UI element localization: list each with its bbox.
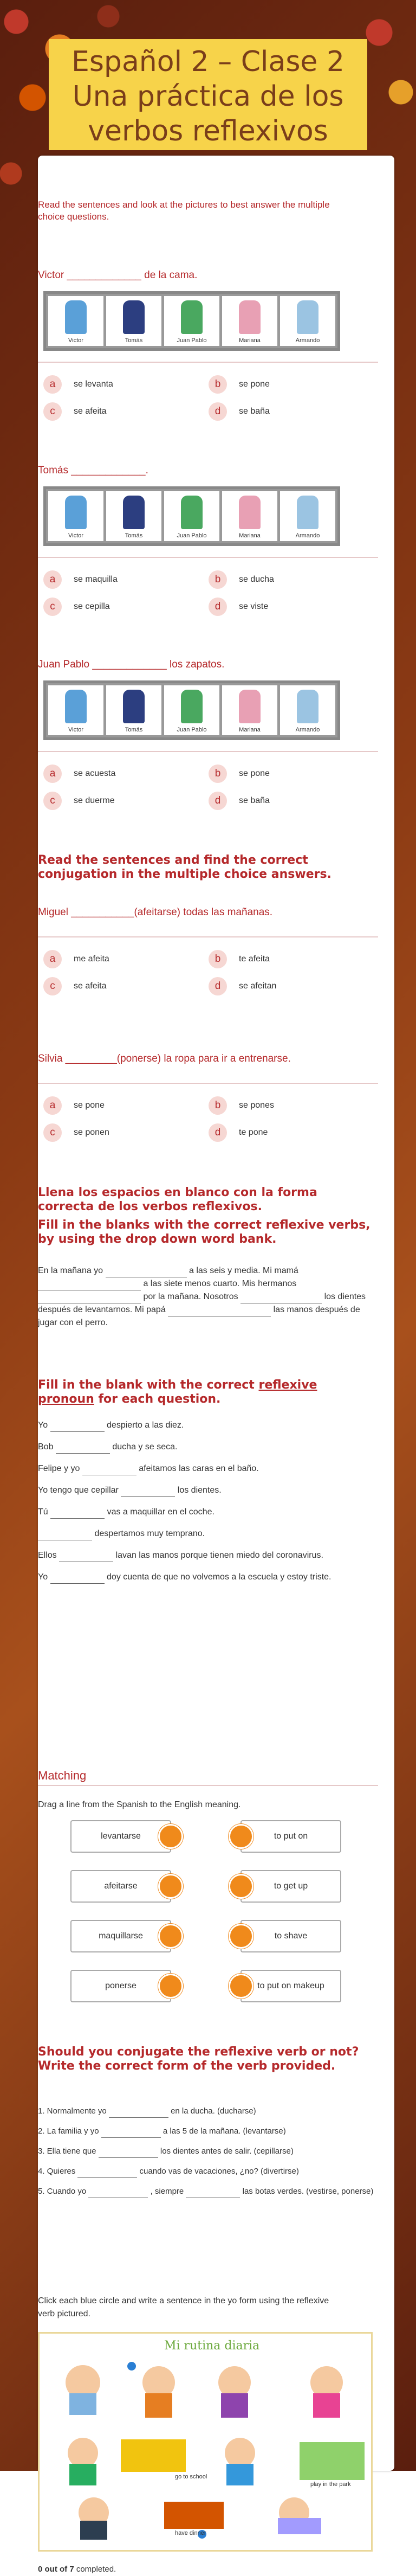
dropdown-blank[interactable] — [240, 1295, 322, 1303]
option-letter-badge: b — [209, 950, 227, 968]
line-prefix: 1. Normalmente yo — [38, 2106, 107, 2116]
option-c[interactable] — [43, 792, 115, 810]
option-text: se baña — [239, 407, 270, 416]
picture-card — [222, 491, 277, 541]
option-text: se afeitan — [239, 981, 277, 991]
para-text: por la mañana. Nosotros — [143, 1292, 238, 1301]
option-a[interactable] — [43, 570, 118, 589]
match-drop-handle[interactable] — [229, 1974, 253, 1999]
option-d[interactable] — [209, 402, 270, 421]
line-prefix: 4. Quieres — [38, 2167, 76, 2176]
line-rest: , siempre — [150, 2187, 184, 2196]
picture-card — [164, 685, 219, 735]
para-text: las manos después de jugar con el perro. — [38, 1305, 360, 1327]
pronoun-blank[interactable] — [50, 1575, 105, 1584]
picture-caption: Victor — [68, 337, 83, 344]
option-c[interactable] — [43, 598, 110, 616]
option-d[interactable] — [209, 598, 268, 616]
person-figure — [65, 690, 87, 723]
picture-caption: Tomás — [125, 337, 143, 344]
dropdown-blank[interactable] — [38, 1295, 141, 1303]
question-prompt: Miguel ___________(afeitarse) todas las mañanas. — [38, 907, 273, 918]
dropdown-blank[interactable] — [38, 1282, 141, 1290]
para-text: a las siete menos cuarto. Mis hermanos — [143, 1279, 297, 1288]
person-figure — [181, 690, 203, 723]
person-figure — [123, 690, 145, 723]
picture-card — [106, 296, 161, 346]
fill-blank-line — [38, 1506, 385, 1519]
picture-card — [48, 685, 103, 735]
option-letter-badge: a — [43, 375, 62, 394]
para-text: a las seis y media. Mi mamá — [188, 1266, 298, 1275]
option-a[interactable] — [43, 1096, 105, 1115]
answer-blank[interactable] — [109, 2109, 168, 2118]
person-figure — [181, 496, 203, 529]
answer-blank[interactable] — [88, 2189, 148, 2198]
line-prefix: 3. Ella tiene que — [38, 2147, 96, 2156]
person-figure — [181, 300, 203, 334]
option-text: se cepilla — [74, 602, 110, 611]
title-line-3: verbos reflexivos — [88, 115, 328, 147]
picture-card — [48, 296, 103, 346]
line-subject: Yo — [38, 1421, 48, 1430]
picture-caption: Victor — [68, 532, 83, 539]
option-c[interactable] — [43, 977, 106, 995]
picture-caption: Armando — [295, 337, 320, 344]
option-text: se pone — [239, 769, 270, 778]
person-figure — [239, 496, 261, 529]
option-letter-badge: a — [43, 765, 62, 783]
option-d[interactable] — [209, 977, 276, 995]
picture-card — [48, 491, 103, 541]
option-text: se pones — [239, 1101, 274, 1110]
match-drag-handle[interactable] — [158, 1974, 183, 1999]
heading-text: Fill in the blank with the correct — [38, 1378, 259, 1392]
line-rest: las botas verdes. (vestirse, ponerse) — [242, 2187, 374, 2196]
picture-caption: Mariana — [239, 532, 261, 539]
pronoun-blank[interactable] — [50, 1510, 105, 1519]
line-subject: Ellos — [38, 1551, 57, 1560]
option-c[interactable] — [43, 402, 106, 421]
picture-caption: Mariana — [239, 727, 261, 733]
option-letter-badge: d — [209, 1123, 227, 1142]
fill-blank-line — [38, 1549, 385, 1562]
picture-card — [164, 296, 219, 346]
divider — [38, 362, 378, 363]
conjugate-line — [38, 2185, 374, 2198]
option-d[interactable] — [209, 1123, 268, 1142]
pronoun-blank[interactable] — [82, 1467, 136, 1475]
picture-caption: Juan Pablo — [177, 337, 207, 344]
picture-caption: Juan Pablo — [177, 727, 207, 733]
pronoun-blank[interactable] — [50, 1423, 105, 1432]
option-text: se afeita — [74, 407, 107, 416]
person-figure — [65, 496, 87, 529]
picture-card — [280, 685, 335, 735]
question-prompt: Tomás _____________. — [38, 465, 148, 476]
section7-instructions: Click each blue circle and write a sentence in the yo form using the reflexive verb pictured. — [38, 2296, 329, 2318]
fill-blank-line — [38, 1462, 385, 1475]
person-figure — [65, 300, 87, 334]
option-text: te pone — [239, 1128, 268, 1137]
section6-heading: Should you conjugate the reflexive verb or not? Write the correct form of the verb provided. — [38, 2045, 359, 2073]
match-english-item: to put on — [240, 1820, 341, 1853]
option-letter-badge: c — [43, 977, 62, 995]
line-subject: Felipe y yo — [38, 1464, 80, 1473]
person-figure — [297, 496, 318, 529]
picture-card — [106, 685, 161, 735]
option-b[interactable] — [209, 375, 270, 394]
picture-caption: Victor — [68, 727, 83, 733]
person-figure — [239, 690, 261, 723]
section2-instructions: Read the sentences and find the correct conjugation in the multiple choice answers. — [38, 853, 332, 881]
option-b[interactable] — [209, 570, 274, 589]
option-text: se duerme — [74, 796, 115, 805]
line-prefix: 2. La familia y yo — [38, 2127, 99, 2136]
fill-blank-line — [38, 1527, 385, 1540]
line-subject: Yo — [38, 1572, 48, 1582]
match-english-item: to put on makeup — [240, 1970, 341, 2002]
completed-count: 0 out of 7 — [38, 2565, 74, 2574]
pronoun-blank[interactable] — [121, 1488, 175, 1497]
option-letter-badge: c — [43, 1123, 62, 1142]
divider — [38, 936, 378, 937]
option-text: se levanta — [74, 380, 113, 389]
match-english-item: to shave — [240, 1920, 341, 1952]
answer-blank[interactable] — [101, 2129, 161, 2138]
line-rest: doy cuenta de que no volvemos a la escuela y estoy triste. — [107, 1572, 332, 1582]
matching-instructions: Drag a line from the Spanish to the English meaning. — [38, 1800, 241, 1809]
picture-card — [164, 491, 219, 541]
option-text: se afeita — [74, 981, 107, 991]
match-drag-handle[interactable] — [158, 1874, 183, 1899]
question-prompt: Juan Pablo _____________ los zapatos. — [38, 659, 225, 670]
divider — [38, 1785, 378, 1786]
picture-caption: Armando — [295, 532, 320, 539]
divider — [38, 557, 378, 558]
option-letter-badge: b — [209, 765, 227, 783]
option-letter-badge: d — [209, 402, 227, 421]
option-text: se acuesta — [74, 769, 116, 778]
line-prefix: 5. Cuando yo — [38, 2187, 87, 2196]
picture-card — [106, 491, 161, 541]
option-b[interactable] — [209, 950, 270, 968]
option-a[interactable] — [43, 950, 109, 968]
para-text: En la mañana yo — [38, 1266, 103, 1275]
line-rest: despierto a las diez. — [107, 1421, 184, 1430]
label-have-dinner: have dinner — [175, 2530, 206, 2536]
person-figure — [239, 300, 261, 334]
illustration-title: Mi rutina diaria — [164, 2339, 260, 2353]
line-rest: lavan las manos porque tienen miedo del coronavirus. — [115, 1551, 323, 1560]
option-letter-badge: d — [209, 598, 227, 616]
picture-card — [222, 685, 277, 735]
line-rest: afeitamos las caras en el baño. — [139, 1464, 259, 1473]
divider — [38, 751, 378, 752]
pronoun-blank[interactable] — [38, 1532, 92, 1540]
option-letter-badge: c — [43, 792, 62, 810]
picture-card — [280, 296, 335, 346]
option-letter-badge: c — [43, 598, 62, 616]
question-prompt: Victor _____________ de la cama. — [38, 269, 198, 281]
line-rest: a las 5 de la mañana. (levantarse) — [162, 2127, 286, 2136]
answer-blank[interactable] — [186, 2189, 240, 2198]
option-d[interactable] — [209, 792, 270, 810]
heading-text: for each question. — [94, 1392, 221, 1406]
person-figure — [297, 300, 318, 334]
title-line-2: Una práctica de los — [72, 80, 344, 113]
option-letter-badge: d — [209, 977, 227, 995]
line-rest: ducha y se seca. — [112, 1442, 178, 1451]
match-spanish-item: maquillarse — [70, 1920, 171, 1952]
line-rest: en la ducha. (ducharse) — [171, 2106, 256, 2116]
section1-instructions: Read the sentences and look at the pictures to best answer the multiple choice questions. — [38, 200, 330, 222]
fill-blank-line — [38, 1419, 385, 1432]
answer-blank[interactable] — [77, 2169, 137, 2178]
option-letter-badge: d — [209, 792, 227, 810]
completion-status — [38, 2563, 116, 2576]
option-letter-badge: b — [209, 570, 227, 589]
answer-blank[interactable] — [99, 2149, 158, 2158]
picture-caption: Tomás — [125, 532, 143, 539]
title-banner — [49, 39, 367, 150]
option-text: se pone — [239, 380, 270, 389]
person-figure — [123, 300, 145, 334]
matching-heading: Matching — [38, 1769, 87, 1782]
divider — [38, 1083, 378, 1084]
match-spanish-item: levantarse — [70, 1820, 171, 1853]
option-a[interactable] — [43, 375, 113, 394]
line-subject: Tú — [38, 1507, 48, 1517]
section3-paragraph — [38, 1264, 379, 1329]
conjugate-line — [38, 2165, 374, 2178]
pronoun-blank[interactable] — [56, 1445, 110, 1454]
picture-caption: Mariana — [239, 337, 261, 344]
worksheet-card — [38, 156, 394, 2574]
conjugate-line — [38, 2145, 374, 2158]
option-b[interactable] — [209, 765, 270, 783]
line-rest: cuando vas de vacaciones, ¿no? (divertirse) — [139, 2167, 299, 2176]
option-letter-badge: a — [43, 1096, 62, 1115]
title-line-1: Español 2 – Clase 2 — [71, 46, 345, 78]
match-spanish-item: afeitarse — [70, 1870, 171, 1903]
match-drop-handle[interactable] — [229, 1824, 253, 1849]
picture-strip — [43, 680, 340, 740]
person-figure — [297, 690, 318, 723]
option-text: se pone — [74, 1101, 105, 1110]
option-c[interactable] — [43, 1123, 109, 1142]
picture-card — [280, 491, 335, 541]
option-text: se ponen — [74, 1128, 109, 1137]
picture-strip — [43, 291, 340, 351]
option-text: te afeita — [239, 954, 270, 963]
match-drag-handle[interactable] — [158, 1924, 183, 1949]
option-text: se maquilla — [74, 575, 118, 584]
option-letter-badge: b — [209, 375, 227, 394]
pronoun-blank[interactable] — [59, 1553, 113, 1562]
option-letter-badge: a — [43, 570, 62, 589]
option-text: se ducha — [239, 575, 274, 584]
picture-caption: Armando — [295, 727, 320, 733]
line-subject: Bob — [38, 1442, 54, 1451]
line-rest: vas a maquillar en el coche. — [107, 1507, 214, 1517]
routine-scenes — [40, 2334, 371, 2550]
section4-heading — [38, 1378, 374, 1406]
section3-heading-en: Fill in the blanks with the correct reflexive verbs, by using the drop down word bank. — [38, 1218, 370, 1246]
dropdown-blank[interactable] — [106, 1269, 187, 1277]
reflexive-pronoun-link[interactable]: reflexive pronoun — [38, 1378, 317, 1406]
question-prompt: Silvia _________(ponerse) la ropa para ir a entrenarse. — [38, 1053, 291, 1064]
label-go-to-school: go to school — [175, 2474, 207, 2480]
picture-card — [222, 296, 277, 346]
person-figure — [123, 496, 145, 529]
picture-caption: Tomás — [125, 727, 143, 733]
option-b[interactable] — [209, 1096, 274, 1115]
option-text: se viste — [239, 602, 269, 611]
option-a[interactable] — [43, 765, 115, 783]
para-text: los dientes después de levantarnos. Mi papá — [38, 1292, 366, 1314]
option-letter-badge: a — [43, 950, 62, 968]
fill-blank-line — [38, 1441, 385, 1454]
section3-heading-es: Llena los espacios en blanco con la forma correcta de los verbos reflexivos. — [38, 1186, 317, 1213]
option-letter-badge: c — [43, 402, 62, 421]
picture-strip — [43, 486, 340, 546]
completed-text: completed. — [74, 2565, 116, 2574]
match-spanish-item: ponerse — [70, 1970, 171, 2002]
daily-routine-illustration — [38, 2332, 373, 2552]
line-rest: los dientes antes de salir. (cepillarse) — [160, 2147, 294, 2156]
match-drag-handle[interactable] — [158, 1824, 183, 1849]
match-english-item: to get up — [240, 1870, 341, 1903]
label-play-in-the-park: play in the park — [310, 2481, 351, 2488]
picture-caption: Juan Pablo — [177, 532, 207, 539]
option-letter-badge: b — [209, 1096, 227, 1115]
match-drop-handle[interactable] — [229, 1874, 253, 1899]
option-text: se baña — [239, 796, 270, 805]
line-subject: Yo tengo que cepillar — [38, 1486, 119, 1495]
match-drop-handle[interactable] — [229, 1924, 253, 1949]
line-rest: despertamos muy temprano. — [94, 1529, 205, 1538]
conjugate-line — [38, 2105, 374, 2118]
fill-blank-line — [38, 1484, 385, 1497]
line-rest: los dientes. — [177, 1486, 222, 1495]
fill-blank-line — [38, 1571, 385, 1584]
dropdown-blank[interactable] — [168, 1308, 271, 1316]
option-text: me afeita — [74, 954, 109, 963]
conjugate-line — [38, 2125, 374, 2138]
